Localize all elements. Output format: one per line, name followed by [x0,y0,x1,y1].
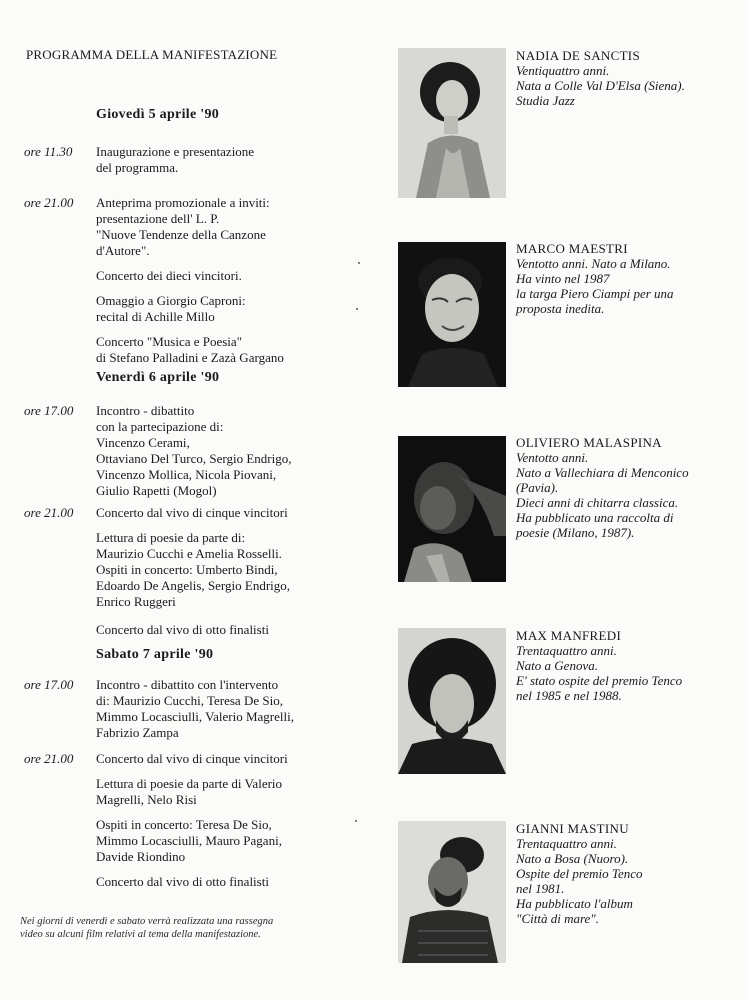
artist-name: OLIVIERO MALASPINA [516,435,662,450]
event-time: ore 21.00 [24,751,74,766]
event-text: con la partecipazione di: [96,419,224,434]
event-time: ore 21.00 [24,505,74,520]
event-time: ore 17.00 [24,677,74,692]
artist-bio-line: Trentaquattro anni. [516,643,617,658]
event-text: Mimmo Locasciulli, Valerio Magrelli, [96,709,294,724]
artist-bio-line: Ha pubblicato una raccolta di [516,510,674,525]
artist-bio-line: E' stato ospite del premio Tenco [516,673,683,688]
day-heading-saturday: Sabato 7 aprile '90 [96,647,214,662]
event-text: Concerto dal vivo di cinque vincitori [96,751,288,766]
artist-bio-line: Studia Jazz [516,93,575,108]
event-text: Edoardo De Angelis, Sergio Endrigo, [96,578,291,593]
artist-bio-gianni [516,821,741,926]
artist-bio-line: Nata a Colle Val D'Elsa (Siena). [516,78,685,93]
event-text: Fabrizio Zampa [96,725,179,740]
event-text: Concerto dal vivo di otto finalisti [96,874,269,889]
artist-bio-oliviero [516,435,741,540]
event-text: Concerto dei dieci vincitori. [96,268,242,283]
event-text: "Nuove Tendenze della Canzone [96,227,266,242]
event-text: Anteprima promozionale a inviti: [96,195,270,210]
event-item [20,751,350,890]
event-text: Lettura di poesie da parte di Valerio [96,776,283,791]
footnote [20,915,340,941]
event-text: Enrico Ruggeri [96,594,176,609]
event-text: presentazione dell' L. P. [96,211,220,226]
event-text: Inaugurazione e presentazione [96,144,255,159]
event-text: Vincenzo Cerami, [96,435,190,450]
event-text: Davide Riondino [96,849,186,864]
event-time: ore 21.00 [24,195,74,210]
scan-speck [355,820,357,822]
event-text: Giulio Rapetti (Mogol) [96,483,217,498]
artist-bio-max [516,628,741,703]
artist-bio-line: Ha pubblicato l'album [516,896,633,911]
event-text: Concerto dal vivo di otto finalisti [96,622,269,637]
artist-bio-marco [516,241,741,316]
artist-bio-line: la targa Piero Ciampi per una [516,286,674,301]
event-text: Omaggio a Giorgio Caproni: [96,293,246,308]
artist-photo-marco [398,242,506,387]
artist-bio-line: (Pavia). [516,480,559,495]
event-text: Concerto "Musica e Poesia" [96,334,242,349]
artist-bio-nadia [516,48,741,108]
artist-bio-line: Trentaquattro anni. [516,836,617,851]
artist-bio-line: Nato a Bosa (Nuoro). [516,851,629,866]
artist-bio-line: "Città di mare". [516,911,600,926]
artist-photo-gianni [398,821,506,963]
artist-photo-oliviero [398,436,506,582]
artist-name: MARCO MAESTRI [516,241,628,256]
event-text: Magrelli, Nelo Risi [96,792,197,807]
artist-bio-line: poesie (Milano, 1987). [516,525,635,540]
event-text: Incontro - dibattito [96,403,195,418]
event-text: Incontro - dibattito con l'intervento [96,677,279,692]
scan-speck [358,262,360,264]
event-text: di Stefano Palladini e Zazà Gargano [96,350,284,365]
artist-bio-line: Ospite del premio Tenco [516,866,643,881]
event-text: Mimmo Locasciulli, Mauro Pagani, [96,833,282,848]
event-text: Maurizio Cucchi e Amelia Rosselli. [96,546,282,561]
event-text: d'Autore". [96,243,150,258]
event-time: ore 11.30 [24,144,73,159]
event-text: di: Maurizio Cucchi, Teresa De Sio, [96,693,283,708]
artist-bio-line: Ventotto anni. [516,450,589,465]
event-text: Ospiti in concerto: Teresa De Sio, [96,817,272,832]
event-text: Vincenzo Mollica, Nicola Piovani, [96,467,277,482]
page-title: PROGRAMMA DELLA MANIFESTAZIONE [26,47,278,62]
event-text: del programma. [96,160,179,175]
artist-bio-line: Dieci anni di chitarra classica. [516,495,679,510]
artist-bio-line: Ha vinto nel 1987 [516,271,610,286]
event-text: Ottaviano Del Turco, Sergio Endrigo, [96,451,292,466]
day-heading-thursday: Giovedì 5 aprile '90 [96,107,220,122]
artist-bio-line: Nato a Vallechiara di Menconico [516,465,689,480]
artist-bio-line: nel 1981. [516,881,565,896]
event-text: Lettura di poesie da parte di: [96,530,246,545]
event-item [20,144,350,176]
event-item [20,505,350,638]
artist-bio-line: proposta inedita. [516,301,605,316]
artist-bio-line: Ventotto anni. Nato a Milano. [516,256,671,271]
artist-bio-line: Ventiquattro anni. [516,63,610,78]
footnote-line: video su alcuni film relativi al tema della manifestazione. [20,929,261,940]
event-text: Ospiti in concerto: Umberto Bindi, [96,562,278,577]
artist-name: GIANNI MASTINU [516,821,629,836]
event-item [20,195,350,366]
scan-speck [356,308,358,310]
event-item [20,403,350,499]
footnote-line: Nei giorni di venerdì e sabato verrà realizzata una rassegna [20,916,274,927]
artist-bio-line: Nato a Genova. [516,658,598,673]
artist-name: NADIA DE SANCTIS [516,48,640,63]
event-item [20,677,350,741]
event-text: recital di Achille Millo [96,309,215,324]
artist-name: MAX MANFREDI [516,628,622,643]
artist-photo-nadia [398,48,506,198]
day-heading-friday: Venerdì 6 aprile '90 [96,370,220,385]
event-text: Concerto dal vivo di cinque vincitori [96,505,288,520]
artist-photo-max [398,628,506,774]
event-time: ore 17.00 [24,403,74,418]
artist-bio-line: nel 1985 e nel 1988. [516,688,622,703]
